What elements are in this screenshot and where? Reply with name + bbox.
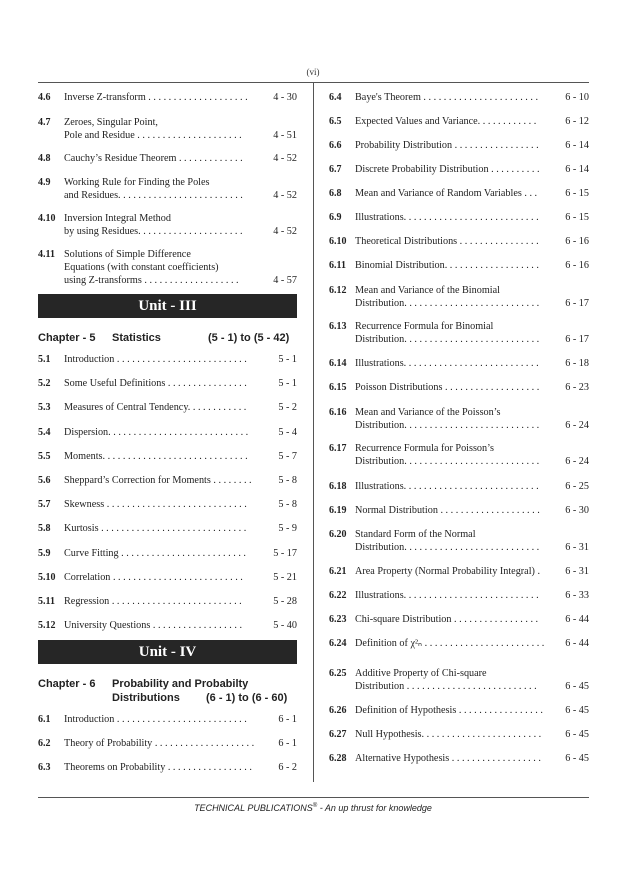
toc-entry-title: Illustrations. . . . . . . . . . . . . . . . . . . . . . . . . . . (355, 590, 539, 601)
toc-entry-page: 6 - 12 (565, 116, 589, 127)
toc-entry-page: 5 - 4 (278, 427, 297, 438)
toc-entry-title: Distribution. . . . . . . . . . . . . . . . . . . . . . . . . . . (355, 542, 540, 553)
chapter-5-title: Statistics (112, 332, 161, 344)
footer (0, 803, 626, 813)
toc-entry-title: Equations (with constant coefficients) (64, 262, 219, 273)
toc-entry-page: 6 - 18 (565, 358, 589, 369)
toc-entry-page: 6 - 15 (565, 188, 589, 199)
toc-entry-number: 4.9 (38, 177, 51, 188)
toc-entry-number: 6.21 (329, 566, 347, 577)
toc-entry-title: Binomial Distribution. . . . . . . . . . . . . . . . . . . (355, 260, 539, 271)
toc-entry-title: Mean and Variance of the Binomial (355, 285, 500, 296)
chapter-5-label: Chapter - 5 (38, 332, 96, 344)
toc-entry-number: 6.25 (329, 668, 347, 679)
toc-entry-title: Introduction . . . . . . . . . . . . . . . . . . . . . . . . . . (64, 714, 247, 725)
toc-entry-page: 4 - 51 (273, 130, 297, 141)
toc-entry-number: 6.27 (329, 729, 347, 740)
toc-entry-number: 6.22 (329, 590, 347, 601)
toc-entry-title: Distribution. . . . . . . . . . . . . . . . . . . . . . . . . . . (355, 334, 540, 345)
toc-entry-title: Chi-square Distribution . . . . . . . . . . . . . . . . . (355, 614, 539, 625)
toc-entry-title: Distribution. . . . . . . . . . . . . . . . . . . . . . . . . . . (355, 456, 540, 467)
column-divider (313, 82, 314, 782)
toc-entry-title: Discrete Probability Distribution . . . . . . . . . . (355, 164, 540, 175)
toc-entry-number: 4.6 (38, 92, 51, 103)
toc-entry-number: 6.9 (329, 212, 342, 223)
toc-entry-page: 5 - 7 (278, 451, 297, 462)
toc-entry-number: 6.10 (329, 236, 347, 247)
toc-entry-number: 6.24 (329, 638, 347, 649)
toc-entry-title: Skewness . . . . . . . . . . . . . . . . . . . . . . . . . . . . (64, 499, 247, 510)
toc-entry-page: 5 - 40 (273, 620, 297, 631)
toc-entry-page: 6 - 25 (565, 481, 589, 492)
bottom-rule (38, 797, 589, 798)
toc-entry-number: 5.8 (38, 523, 51, 534)
toc-entry-number: 6.18 (329, 481, 347, 492)
toc-entry-page: 4 - 52 (273, 226, 297, 237)
toc-entry-title: Cauchy’s Residue Theorem . . . . . . . . . . . . . (64, 153, 243, 164)
toc-entry-number: 6.14 (329, 358, 347, 369)
toc-entry-page: 6 - 30 (565, 505, 589, 516)
toc-entry-number: 6.28 (329, 753, 347, 764)
toc-entry-number: 6.6 (329, 140, 342, 151)
toc-entry-number: 4.10 (38, 213, 56, 224)
toc-entry-number: 5.7 (38, 499, 51, 510)
toc-entry-title: Some Useful Definitions . . . . . . . . . . . . . . . . (64, 378, 247, 389)
toc-entry-title: Solutions of Simple Difference (64, 249, 191, 260)
toc-entry-title: Sheppard’s Correction for Moments . . . . . . . . (64, 475, 252, 486)
toc-entry-page: 6 - 45 (565, 705, 589, 716)
toc-entry-page: 6 - 24 (565, 420, 589, 431)
toc-entry-number: 6.2 (38, 738, 51, 749)
toc-entry-title: Alternative Hypothesis . . . . . . . . . . . . . . . . . . (355, 753, 541, 764)
toc-entry-page: 6 - 23 (565, 382, 589, 393)
toc-entry-title: Illustrations. . . . . . . . . . . . . . . . . . . . . . . . . . . (355, 481, 539, 492)
toc-entry-page: 6 - 1 (278, 714, 297, 725)
toc-entry-title: Illustrations. . . . . . . . . . . . . . . . . . . . . . . . . . . (355, 358, 539, 369)
toc-entry-number: 6.26 (329, 705, 347, 716)
toc-entry-page: 6 - 14 (565, 164, 589, 175)
toc-entry-title: Recurrence Formula for Binomial (355, 321, 494, 332)
toc-entry-page: 5 - 8 (278, 475, 297, 486)
toc-entry-page: 6 - 44 (565, 614, 589, 625)
toc-entry-number: 6.7 (329, 164, 342, 175)
toc-entry-title: Inverse Z-transform . . . . . . . . . . . . . . . . . . . . (64, 92, 248, 103)
toc-entry-number: 5.3 (38, 402, 51, 413)
toc-entry-title: Probability Distribution . . . . . . . . . . . . . . . . . (355, 140, 539, 151)
toc-entry-title: Mean and Variance of Random Variables . . . (355, 188, 538, 199)
toc-entry-title: Zeroes, Singular Point, (64, 117, 158, 128)
toc-entry-page: 6 - 10 (565, 92, 589, 103)
toc-entry-number: 5.5 (38, 451, 51, 462)
toc-entry-number: 4.11 (38, 249, 55, 260)
unit-iv-banner: Unit - IV (38, 640, 297, 664)
toc-entry-number: 6.17 (329, 443, 347, 454)
toc-entry-title: and Residues. . . . . . . . . . . . . . . . . . . . . . . . . (64, 190, 243, 201)
toc-entry-title: Poisson Distributions . . . . . . . . . . . . . . . . . . . (355, 382, 540, 393)
toc-entry-title: Area Property (Normal Probability Integral) . (355, 566, 541, 577)
toc-entry-number: 5.10 (38, 572, 56, 583)
footer-registered-mark: ® (312, 803, 318, 809)
toc-entry-number: 5.9 (38, 548, 51, 559)
toc-entry-page: 6 - 17 (565, 334, 589, 345)
footer-publisher: TECHNICAL PUBLICATIONS (194, 803, 313, 813)
toc-entry-number: 6.3 (38, 762, 51, 773)
toc-entry-page: 6 - 1 (278, 738, 297, 749)
toc-entry-title: Theory of Probability . . . . . . . . . . . . . . . . . . . . (64, 738, 255, 749)
toc-entry-title: Working Rule for Finding the Poles (64, 177, 210, 188)
toc-entry-number: 6.12 (329, 285, 347, 296)
toc-entry-page: 6 - 17 (565, 298, 589, 309)
toc-entry-title: Baye's Theorem . . . . . . . . . . . . . . . . . . . . . . . (355, 92, 539, 103)
toc-entry-title: Additive Property of Chi-square (355, 668, 487, 679)
toc-entry-title: Normal Distribution . . . . . . . . . . . . . . . . . . . . (355, 505, 540, 516)
toc-entry-title: Null Hypothesis. . . . . . . . . . . . . . . . . . . . . . . . (355, 729, 542, 740)
toc-entry-title: Mean and Variance of the Poisson’s (355, 407, 501, 418)
toc-entry-number: 6.19 (329, 505, 347, 516)
toc-entry-page: 5 - 8 (278, 499, 297, 510)
toc-entry-number: 5.12 (38, 620, 56, 631)
toc-entry-title: Curve Fitting . . . . . . . . . . . . . . . . . . . . . . . . . (64, 548, 246, 559)
toc-entry-title: Kurtosis . . . . . . . . . . . . . . . . . . . . . . . . . . . . . (64, 523, 247, 534)
toc-entry-title: Distribution . . . . . . . . . . . . . . . . . . . . . . . . . . (355, 681, 537, 692)
toc-entry-page: 4 - 52 (273, 190, 297, 201)
toc-entry-page: 6 - 15 (565, 212, 589, 223)
toc-entry-number: 6.15 (329, 382, 347, 393)
chapter-6-title-line1: Probability and Probabilty (112, 678, 249, 690)
toc-entry-number: 6.5 (329, 116, 342, 127)
toc-entry-title: University Questions . . . . . . . . . . . . . . . . . . (64, 620, 242, 631)
toc-entry-title: Definition of χ²ₙ . . . . . . . . . . . . . . . . . . . . . . . . (355, 638, 545, 649)
toc-entry-number: 6.23 (329, 614, 347, 625)
toc-entry-title: Distribution. . . . . . . . . . . . . . . . . . . . . . . . . . . (355, 420, 540, 431)
toc-entry-page: 4 - 57 (273, 275, 297, 286)
toc-entry-title: using Z-transforms . . . . . . . . . . . . . . . . . . . (64, 275, 239, 286)
toc-entry-title: Dispersion. . . . . . . . . . . . . . . . . . . . . . . . . . . . (64, 427, 249, 438)
toc-entry-page: 5 - 1 (278, 354, 297, 365)
toc-entry-title: Recurrence Formula for Poisson’s (355, 443, 494, 454)
toc-entry-number: 6.11 (329, 260, 346, 271)
toc-entry-page: 5 - 28 (273, 596, 297, 607)
toc-entry-page: 5 - 1 (278, 378, 297, 389)
toc-entry-title: Introduction . . . . . . . . . . . . . . . . . . . . . . . . . . (64, 354, 247, 365)
toc-entry-number: 6.13 (329, 321, 347, 332)
toc-entry-number: 5.6 (38, 475, 51, 486)
toc-entry-page: 6 - 33 (565, 590, 589, 601)
footer-tagline: - An up thrust for knowledge (317, 803, 432, 813)
toc-entry-page: 5 - 17 (273, 548, 297, 559)
toc-entry-title: Measures of Central Tendency. . . . . . . . . . . . (64, 402, 247, 413)
chapter-5-range: (5 - 1) to (5 - 42) (208, 332, 290, 344)
toc-entry-page: 5 - 2 (278, 402, 297, 413)
toc-entry-title: Expected Values and Variance. . . . . . . . . . . . (355, 116, 537, 127)
toc-entry-title: Pole and Residue . . . . . . . . . . . . . . . . . . . . . (64, 130, 242, 141)
toc-entry-page: 4 - 30 (273, 92, 297, 103)
toc-entry-number: 5.1 (38, 354, 51, 365)
toc-entry-page: 6 - 16 (565, 260, 589, 271)
toc-entry-number: 6.16 (329, 407, 347, 418)
toc-entry-page: 6 - 2 (278, 762, 297, 773)
toc-entry-number: 5.4 (38, 427, 51, 438)
toc-entry-title: Illustrations. . . . . . . . . . . . . . . . . . . . . . . . . . . (355, 212, 539, 223)
toc-entry-number: 4.8 (38, 153, 51, 164)
toc-entry-title: Definition of Hypothesis . . . . . . . . . . . . . . . . . (355, 705, 543, 716)
toc-entry-number: 6.8 (329, 188, 342, 199)
toc-entry-number: 5.2 (38, 378, 51, 389)
toc-entry-title: Regression . . . . . . . . . . . . . . . . . . . . . . . . . . (64, 596, 242, 607)
toc-entry-page: 6 - 45 (565, 681, 589, 692)
toc-entry-page: 6 - 44 (565, 638, 589, 649)
chapter-6-range: (6 - 1) to (6 - 60) (206, 692, 288, 704)
toc-entry-title: Inversion Integral Method (64, 213, 171, 224)
toc-entry-page: 6 - 31 (565, 542, 589, 553)
toc-entry-title: Theorems on Probability . . . . . . . . . . . . . . . . . (64, 762, 252, 773)
chapter-6-label: Chapter - 6 (38, 678, 96, 690)
unit-iii-banner: Unit - III (38, 294, 297, 318)
toc-entry-page: 5 - 9 (278, 523, 297, 534)
toc-entry-page: 5 - 21 (273, 572, 297, 583)
toc-entry-page: 6 - 16 (565, 236, 589, 247)
toc-entry-title: Standard Form of the Normal (355, 529, 476, 540)
toc-entry-number: 6.1 (38, 714, 51, 725)
toc-entry-title: Theoretical Distributions . . . . . . . . . . . . . . . . (355, 236, 539, 247)
toc-entry-page: 4 - 52 (273, 153, 297, 164)
toc-entry-page: 6 - 31 (565, 566, 589, 577)
toc-entry-title: Correlation . . . . . . . . . . . . . . . . . . . . . . . . . . (64, 572, 243, 583)
toc-entry-number: 5.11 (38, 596, 55, 607)
toc-entry-page: 6 - 24 (565, 456, 589, 467)
toc-entry-title: by using Residues. . . . . . . . . . . . . . . . . . . . . (64, 226, 243, 237)
toc-entry-page: 6 - 45 (565, 753, 589, 764)
toc-entry-title: Distribution. . . . . . . . . . . . . . . . . . . . . . . . . . . (355, 298, 540, 309)
toc-entry-page: 6 - 45 (565, 729, 589, 740)
page-number: (vi) (306, 67, 320, 77)
chapter-6-title-line2: Distributions (112, 692, 180, 704)
toc-entry-page: 6 - 14 (565, 140, 589, 151)
toc-entry-number: 6.20 (329, 529, 347, 540)
toc-entry-number: 6.4 (329, 92, 342, 103)
toc-entry-number: 4.7 (38, 117, 51, 128)
toc-entry-title: Moments. . . . . . . . . . . . . . . . . . . . . . . . . . . . . (64, 451, 248, 462)
